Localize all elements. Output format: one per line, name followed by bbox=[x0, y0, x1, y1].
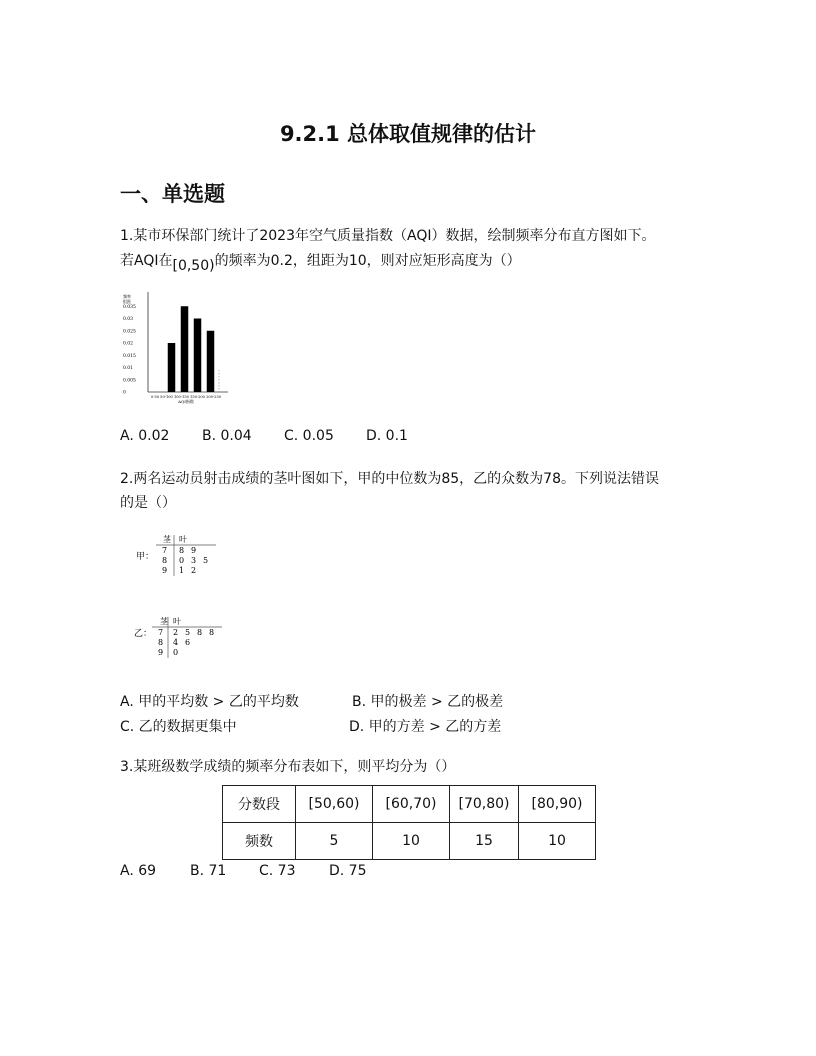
q2-option-d[interactable]: D. 甲的方差 > 乙的方差 bbox=[349, 719, 502, 735]
histogram-bar bbox=[168, 343, 176, 392]
q3-option-c[interactable]: C. 73 bbox=[259, 863, 296, 879]
jia-leaf: 0 bbox=[179, 556, 185, 565]
table-header-cell: [50,60) bbox=[296, 786, 373, 823]
yi-leaf: 5 bbox=[185, 628, 191, 637]
q2-option-b[interactable]: B. 甲的极差 > 乙的极差 bbox=[352, 694, 504, 710]
question-1-text-pre: 若AQI在 bbox=[120, 253, 173, 269]
table-row bbox=[223, 823, 596, 860]
histogram-bar bbox=[194, 319, 202, 393]
jia-stem: 8 bbox=[162, 556, 168, 565]
histogram-bar bbox=[181, 306, 189, 392]
yi-leaf-header: 叶 bbox=[173, 617, 181, 626]
section-heading: 一、单选题 bbox=[120, 182, 225, 206]
q1-option-b[interactable]: B. 0.04 bbox=[202, 428, 252, 444]
yi-stem: 9 bbox=[158, 648, 164, 657]
yi-leaf: 8 bbox=[209, 628, 215, 637]
question-1-interval: [0,50) bbox=[172, 258, 215, 274]
frequency-histogram bbox=[118, 288, 248, 406]
question-3-line-1: 3.某班级数学成绩的频率分布表如下，则平均分为（） bbox=[120, 759, 456, 775]
table-header-cell: [60,70) bbox=[373, 786, 450, 823]
q1-option-d[interactable]: D. 0.1 bbox=[366, 428, 408, 444]
yi-stem-header: 茎 bbox=[160, 617, 168, 626]
q3-option-a[interactable]: A. 69 bbox=[120, 863, 157, 879]
y-tick-label: 0 bbox=[123, 390, 126, 396]
table-cell: 频数 bbox=[223, 823, 296, 860]
table-header-cell: 分数段 bbox=[223, 786, 296, 823]
jia-stem: 7 bbox=[162, 546, 168, 555]
yi-label: 乙： bbox=[134, 629, 153, 639]
yi-stem: 7 bbox=[158, 628, 164, 637]
q2-option-a[interactable]: A. 甲的平均数 > 乙的平均数 bbox=[120, 694, 299, 710]
question-2-line-2: 的是（） bbox=[120, 495, 176, 511]
table-cell: 15 bbox=[450, 823, 519, 860]
jia-stem-header: 茎 bbox=[163, 535, 171, 544]
page-title: 9.2.1 总体取值规律的估计 bbox=[279, 122, 537, 146]
q1-option-a[interactable]: A. 0.02 bbox=[120, 428, 170, 444]
y-tick-label: 0.005 bbox=[123, 378, 136, 384]
histogram-bars bbox=[168, 306, 215, 392]
table-header-row bbox=[223, 786, 596, 823]
x-tick-labels: 0-50 50-100 100-150 150-200 200-250 bbox=[150, 395, 222, 399]
yi-leaf: 0 bbox=[173, 648, 179, 657]
x-axis-label: AQI指数 bbox=[178, 399, 194, 404]
jia-leaf: 8 bbox=[179, 546, 185, 555]
yi-stem: 8 bbox=[158, 638, 164, 647]
question-1-text-post: 的频率为0.2，组距为10，则对应矩形高度为（） bbox=[214, 253, 521, 269]
q3-option-b[interactable]: B. 71 bbox=[190, 863, 227, 879]
q2-option-c[interactable]: C. 乙的数据更集中 bbox=[120, 719, 237, 735]
jia-leaf: 2 bbox=[191, 566, 197, 575]
yi-leaf: 2 bbox=[173, 628, 179, 637]
jia-stem: 9 bbox=[162, 566, 168, 575]
jia-leaf-header: 叶 bbox=[179, 535, 187, 544]
yi-rows bbox=[158, 628, 214, 657]
table-cell: 5 bbox=[296, 823, 373, 860]
jia-label: 甲： bbox=[136, 552, 155, 562]
yi-leaf: 8 bbox=[197, 628, 203, 637]
y-axis-label: 组距 bbox=[123, 299, 131, 304]
jia-leaf: 1 bbox=[179, 566, 185, 575]
stem-leaf-plot-yi bbox=[130, 615, 230, 661]
q3-option-d[interactable]: D. 75 bbox=[329, 863, 367, 879]
jia-leaf: 3 bbox=[191, 556, 197, 565]
y-tick-label: 0.025 bbox=[123, 329, 136, 335]
y-tick-label: 0.015 bbox=[123, 353, 136, 359]
question-1-line-2 bbox=[120, 249, 521, 273]
jia-leaf: 9 bbox=[191, 546, 197, 555]
y-axis-label: 频率 bbox=[123, 294, 131, 299]
question-2-line-1: 2.两名运动员射击成绩的茎叶图如下，甲的中位数为85，乙的众数为78。下列说法错误 bbox=[120, 471, 659, 487]
yi-leaf: 6 bbox=[185, 638, 191, 647]
jia-leaf: 5 bbox=[203, 556, 209, 565]
table-cell: 10 bbox=[519, 823, 596, 860]
q1-option-c[interactable]: C. 0.05 bbox=[284, 428, 334, 444]
table-cell: 10 bbox=[373, 823, 450, 860]
question-1-line-1: 1.某市环保部门统计了2023年空气质量指数（AQI）数据，绘制频率分布直方图如下。 bbox=[120, 228, 656, 244]
y-tick-label: 0.03 bbox=[123, 317, 134, 322]
y-tick-label: 0.02 bbox=[123, 341, 134, 347]
stem-leaf-plot-jia bbox=[130, 532, 230, 578]
yi-leaf: 4 bbox=[173, 638, 179, 647]
table-header-cell: [70,80) bbox=[450, 786, 519, 823]
y-tick-label: 0.01 bbox=[123, 366, 134, 371]
jia-rows bbox=[162, 546, 208, 575]
frequency-table bbox=[222, 785, 596, 860]
y-tick-label: 0.035 bbox=[123, 304, 136, 310]
histogram-bar bbox=[207, 331, 215, 392]
table-header-cell: [80,90) bbox=[519, 786, 596, 823]
